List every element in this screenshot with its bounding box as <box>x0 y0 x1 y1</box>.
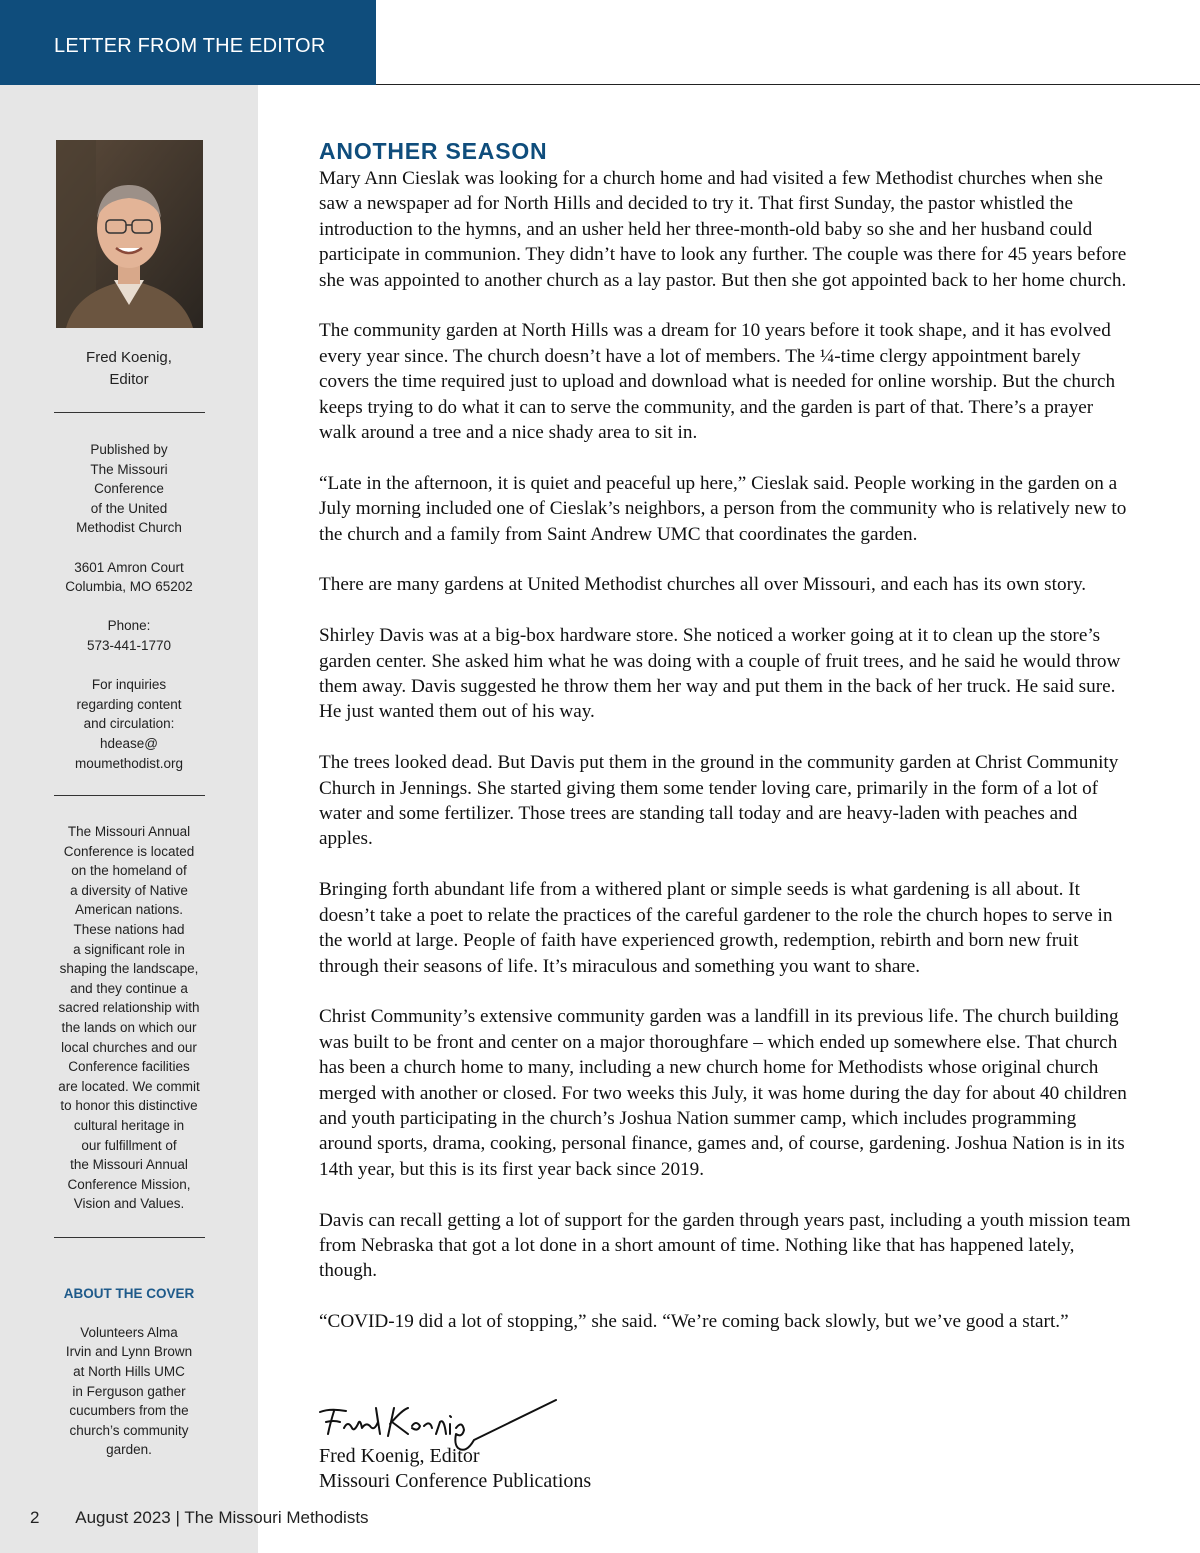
land-statement: The Missouri Annual Conference is located on the homeland of a diversity of Native American nations. These nations had a significant role in shaping the landscape, and they continue a sacred relationship with the lands on which our local churches and our Conference facilities are located. We commit to honor this distinctive cultural heritage in our fulfillment of the Missouri Annual Conference Mission, Vision and Values. <box>58 824 200 1212</box>
signature-block <box>319 1444 591 1494</box>
cover-title: ABOUT THE COVER <box>63 1285 195 1301</box>
article-paragraph: Shirley Davis was at a big-box hardware store. She noticed a worker going at it to clean up the store’s garden center. She asked him what he was doing with a couple of fruit trees, and he said he would throw them away. Davis suggested he throw them her way and put them in the back of her truck. He said sure. He just wanted them out of his way. <box>319 625 1121 723</box>
article-paragraph: Davis can recall getting a lot of support for the garden through years past, including a youth mission team from Nebraska that got a lot done in a short amount of time. Nothing like that has happened lately, though. <box>319 1209 1131 1282</box>
article-title: ANOTHER SEASON <box>319 138 548 164</box>
article-paragraph: The trees looked dead. But Davis put them in the ground in the community garden at Christ Community Church in Jennings. She started giving them some tender loving care, primarily in the form of a lot of water and some fertilizer. Those trees are standing tall today and are heavy-laden with peaches and apples. <box>319 752 1119 850</box>
page-number: 2 <box>30 1508 40 1527</box>
sidebar <box>0 85 258 1553</box>
sidebar-divider <box>54 1237 205 1238</box>
publisher-info <box>40 440 218 793</box>
page-footer <box>30 1508 369 1528</box>
article-paragraph: Mary Ann Cieslak was looking for a church home and had visited a few Methodist churches when she saw a newspaper ad for North Hills and decided to try it. That first Sunday, the pastor whistled the introduction to the hymns, and an usher held her three-month-old baby so she and her husband could participate in communion. They didn’t have to look any further. The couple was there for 45 years before she was appointed to another church as a lay pastor. But then she got appointed back to her home church. <box>319 168 1127 291</box>
sidebar-divider <box>54 795 205 796</box>
article <box>319 136 1134 1360</box>
article-paragraph: There are many gardens at United Methodist churches all over Missouri, and each has its own story. <box>319 574 1087 596</box>
section-label: LETTER FROM THE EDITOR <box>54 35 326 57</box>
editor-role: Editor <box>109 371 149 388</box>
inquiries: For inquiries regarding content and circulation: hdease@ moumethodist.org <box>74 677 184 771</box>
about-the-cover <box>40 1264 218 1480</box>
publication-name: The Missouri Methodists <box>184 1508 369 1527</box>
editor-caption <box>40 347 218 391</box>
published-by: Published by The Missouri Conference of the United Methodist Church <box>76 442 182 536</box>
footer-separator: | <box>175 1508 185 1527</box>
signer-org: Missouri Conference Publications <box>319 1470 592 1492</box>
article-paragraph: Bringing forth abundant life from a withered plant or simple seeds is what gardening is all about. It doesn’t take a poet to relate the practices of the careful gardener to the role the church hopes to serve in the world at large. People of faith have experienced growth, redemption, rebirth and born new fruit through their seasons of life. It’s miraculous and something you want to share. <box>319 879 1113 977</box>
section-header-tab <box>0 0 376 85</box>
phone: Phone: 573-441-1770 <box>86 618 172 653</box>
article-paragraph: “COVID-19 did a lot of stopping,” she said. “We’re coming back slowly, but we’ve good a start.” <box>319 1311 1069 1333</box>
cover-text: Volunteers Alma Irvin and Lynn Brown at North Hills UMC in Ferguson gather cucumbers from the church’s community garden. <box>65 1324 193 1458</box>
article-paragraph: “Late in the afternoon, it is quiet and peaceful up here,” Cieslak said. People working in the garden on a July morning included one of Cieslak’s neighbors, a person from the community who is relatively new to the church and a family from Saint Andrew UMC that coordinates the garden. <box>319 472 1127 545</box>
address: 3601 Amron Court Columbia, MO 65202 <box>65 559 193 595</box>
signer-name: Fred Koenig, Editor <box>319 1445 480 1467</box>
article-paragraph: The community garden at North Hills was a dream for 10 years before it took shape, and it has evolved every year since. The church doesn’t have a lot of members. The ¼-time clergy appointment barely covers the time required just to upload and download what is needed for online worship. But the church keeps trying to do what it can to serve the community, and the garden is part of that. There’s a prayer walk around a tree and a nice shady area to sit in. <box>319 320 1116 444</box>
editor-photo <box>56 140 203 328</box>
editor-name: Fred Koenig, <box>86 349 172 366</box>
header-rule <box>376 84 1200 85</box>
sidebar-divider <box>54 412 205 413</box>
issue-date: August 2023 <box>75 1508 171 1527</box>
article-paragraph: Christ Community’s extensive community garden was a landfill in its previous life. The church building was built to be front and center on a major thoroughfare – which ended up somewhere else. That church has been a church home to many, including a new church home for Methodists whose original church merged with another or closed. For two weeks this July, it was home during the day for about 40 children and youth participating in the church’s Joshua Nation summer camp, which includes programming around sports, drama, cooking, personal finance, games and, of course, gardening. Joshua Nation is in its 14th year, but this is its first year back since 2019. <box>319 1006 1127 1180</box>
